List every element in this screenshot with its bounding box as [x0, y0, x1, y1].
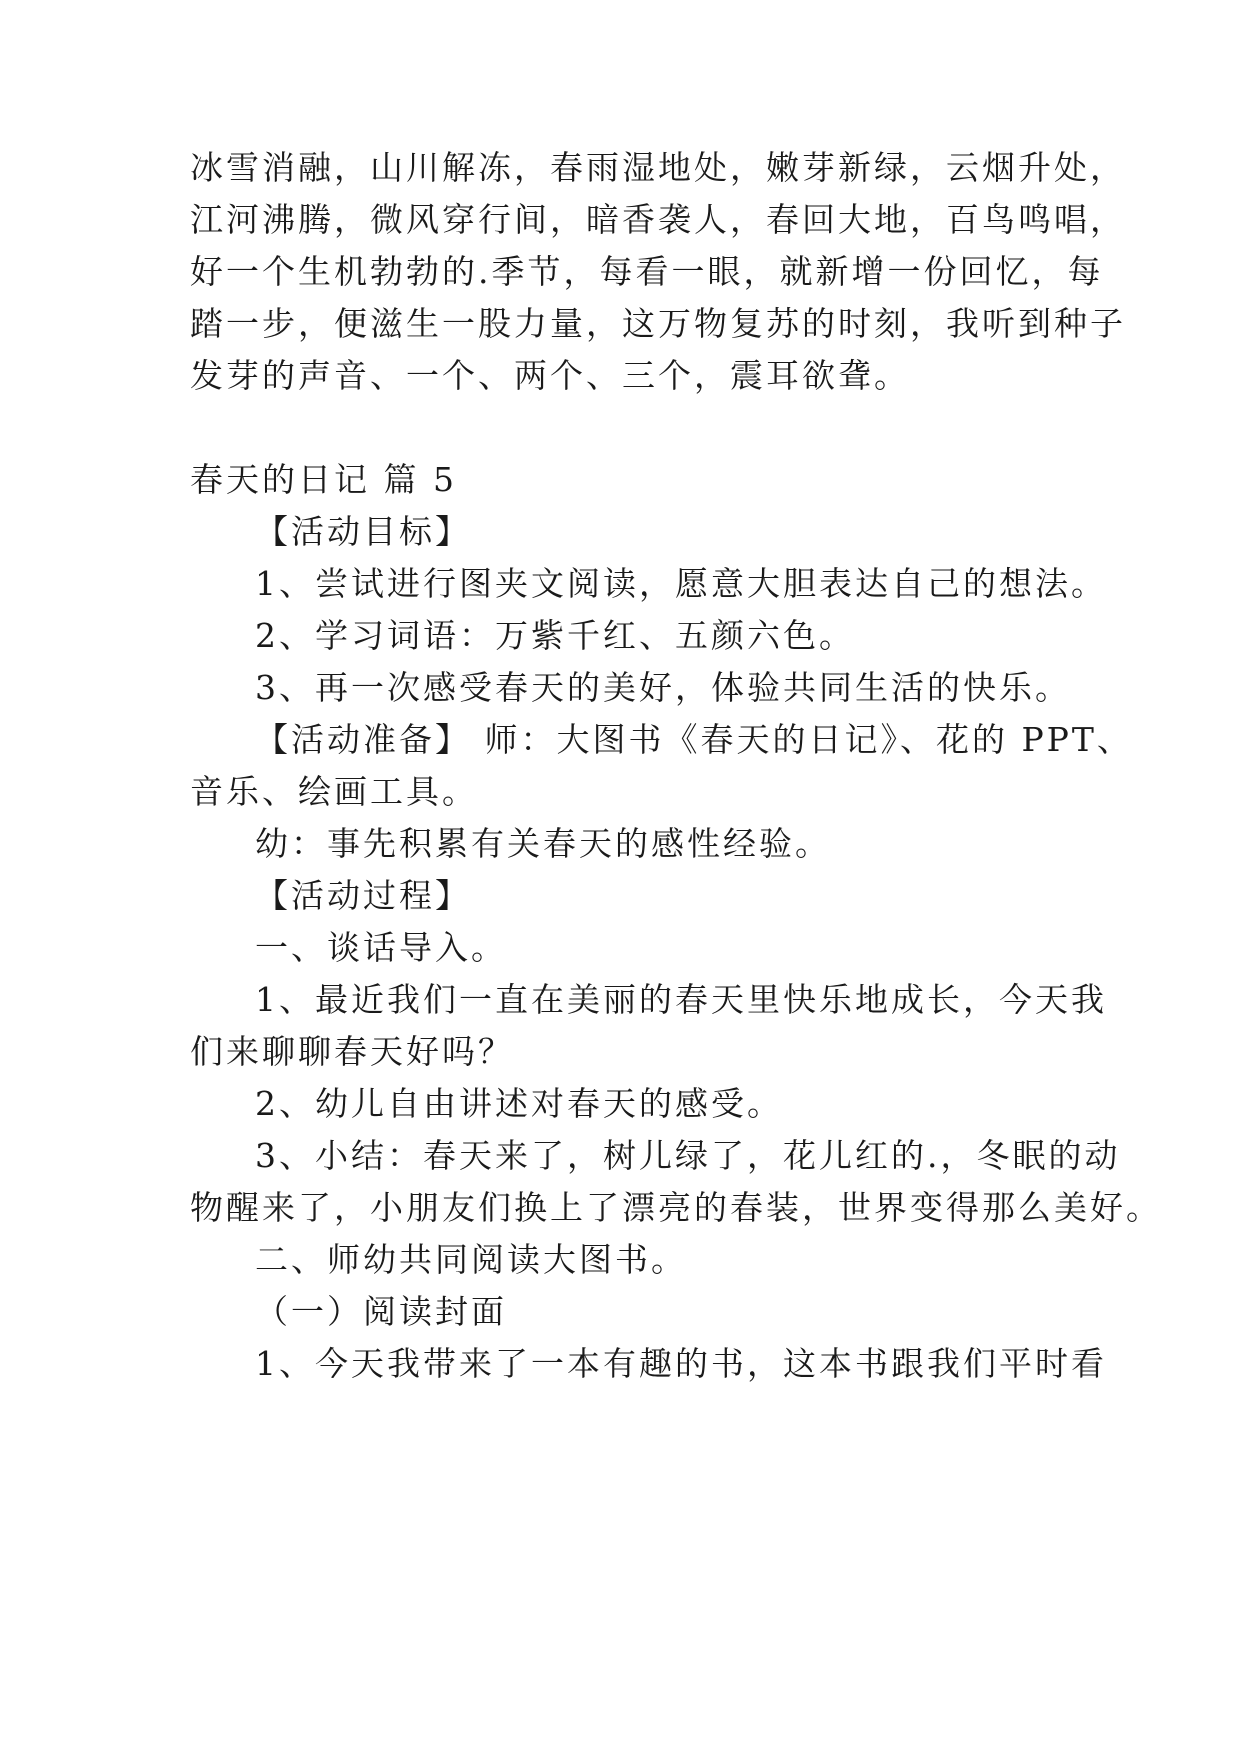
paragraph-line: 江河沸腾，微风穿行间，暗香袭人，春回大地，百鸟鸣唱，	[190, 200, 1126, 239]
paragraph-line: 1、最近我们一直在美丽的春天里快乐地成长，今天我	[255, 980, 1107, 1019]
list-item: 2、学习词语：万紫千红、五颜六色。	[255, 616, 855, 655]
paragraph-line: 冰雪消融，山川解冻，春雨湿地处，嫩芽新绿，云烟升处，	[190, 148, 1126, 187]
paragraph-line: 发芽的声音、一个、两个、三个，震耳欲聋。	[190, 356, 910, 395]
list-item: 1、尝试进行图夹文阅读，愿意大胆表达自己的想法。	[255, 564, 1107, 603]
paragraph-line: 幼：事先积累有关春天的感性经验。	[255, 824, 831, 863]
section-heading: 【活动目标】	[255, 512, 471, 551]
paragraph-line: 【活动准备】 师：大图书《春天的日记》、花的 PPT、	[255, 720, 1133, 759]
paragraph-line: （一）阅读封面	[255, 1292, 507, 1331]
list-item: 3、再一次感受春天的美好，体验共同生活的快乐。	[255, 668, 1071, 707]
paragraph-line: 音乐、绘画工具。	[190, 772, 478, 811]
paragraph-line: 们来聊聊春天好吗？	[190, 1032, 514, 1071]
paragraph-line: 踏一步，便滋生一股力量，这万物复苏的时刻，我听到种子	[190, 304, 1126, 343]
paragraph-line: 好一个生机勃勃的.季节，每看一眼，就新增一份回忆，每	[190, 252, 1104, 291]
paragraph-line: 2、幼儿自由讲述对春天的感受。	[255, 1084, 783, 1123]
paragraph-line: 二、师幼共同阅读大图书。	[255, 1240, 687, 1279]
section-title: 春天的日记 篇 5	[190, 460, 457, 499]
paragraph-line: 1、今天我带来了一本有趣的书，这本书跟我们平时看	[255, 1344, 1107, 1383]
paragraph-line: 物醒来了，小朋友们换上了漂亮的春装，世界变得那么美好。	[190, 1188, 1162, 1227]
paragraph-line: 一、谈话导入。	[255, 928, 507, 967]
section-heading: 【活动过程】	[255, 876, 471, 915]
paragraph-line: 3、小结：春天来了，树儿绿了，花儿红的.，冬眠的动	[255, 1136, 1121, 1175]
